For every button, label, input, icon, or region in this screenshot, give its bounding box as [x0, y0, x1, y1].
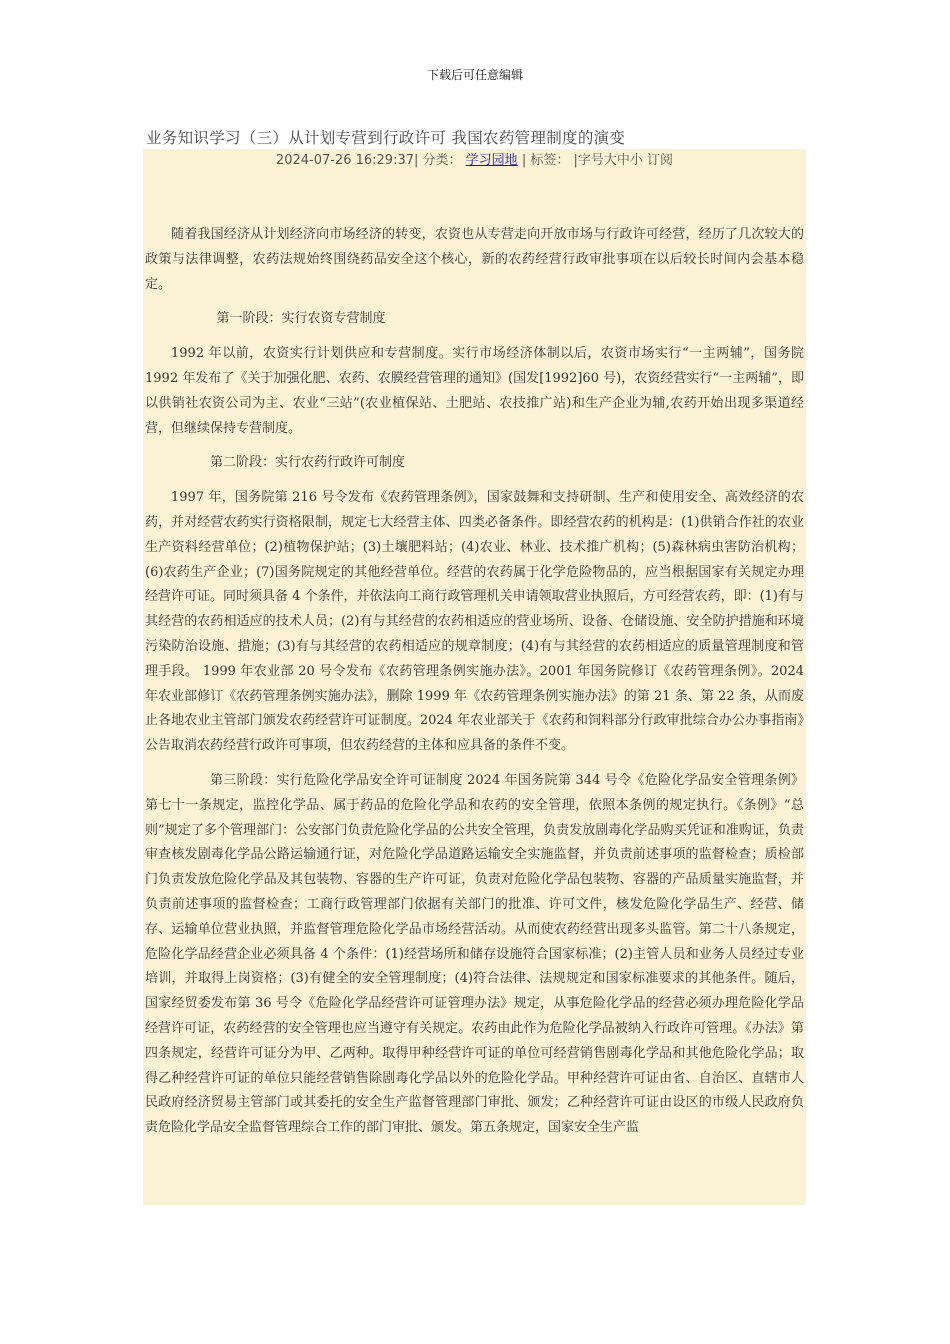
- stage-one-heading: 第一阶段：实行农资专营制度: [216, 311, 386, 327]
- font-size-control[interactable]: |字号大中小: [573, 153, 643, 168]
- intro-paragraph: 随着我国经济从计划经济向市场经济的转变，农资也从专营走向开放市场与行政许可经营，经历了几次较大的政策与法律调整，农药法规始终围绕药品安全这个核心，新的农药经营行政审批事项在以后较长时间内会基本稳定。: [145, 227, 804, 292]
- category-label: 分类：: [422, 153, 462, 168]
- subscribe-link[interactable]: 订阅: [647, 153, 674, 168]
- stage-two-heading: 第二阶段：实行农药行政许可制度: [210, 455, 406, 471]
- meta-separator: |: [521, 153, 527, 168]
- post-datetime: 2024-07-26 16:29:37|: [275, 153, 419, 168]
- article-title: 业务知识学习（三）从计划专营到行政许可 我国农药管理制度的演变: [146, 129, 626, 147]
- article-content: [143, 149, 806, 1205]
- article-meta: [143, 149, 806, 173]
- category-link[interactable]: 学习园地: [465, 153, 518, 168]
- page-header: 下载后可任意编辑: [426, 68, 523, 82]
- stage-two-paragraph: 1997 年，国务院第 216 号令发布《农药管理条例》，国家鼓舞和支持研制、生产和使用安全、高效经济的农药，并对经营农药实行资格限制，规定七大经营主体、四类必备条件。即经营农药的机构是：(1)供销合作社的农业生产资料经营单位；(2)植物保护站；(3)土壤肥料站；(4)农业、林业、技术推广机构；(5)森林病虫害防治机构；(6)农药生产企业；(7)国务院规定的其他经营单位。经营的农药属于化学危险物品的，应当根据国家有关规定办理经营许可证。同时须具备 4 个条件，并依法向工商行政管理机关申请领取营业执照后，方可经营农药，即：(1)有与其经营的农药相适应的技术人员；(2)有与其经营的农药相适应的营业场所、设备、仓储设施、安全防护措施和环境污染防治设施、措施；(3)有与其经营的农药相适应的规章制度；(4)有与其经营的农药相适应的质量管理制度和管理手段。 1999 年农业部 20 号令发布《农药管理条例实施办法》。2001 年国务院修订《农药管理条例》。2024 年农业部修订《农药管理条例实施办法》，删除 1999 年《农药管理条例实施办法》的第 21 条、第 22 条，从而废止各地农业主管部门颁发农药经营许可证制度。2024 年农业部关于《农药和饲料部分行政审批综合办公办事指南》公告取消农药经营行政许可事项，但农药经营的主体和应具备的条件不变。: [145, 490, 804, 754]
- stage-three-paragraph: 第三阶段：实行危险化学品安全许可证制度 2024 年国务院第 344 号令《危险化学品安全管理条例》第七十一条规定，监控化学品、属于药品的危险化学品和农药的安全管理，依照本条例的规定执行。《条例》“总则”规定了多个管理部门：公安部门负责危险化学品的公共安全管理，负责发放剧毒化学品购买凭证和准购证，负责审查核发剧毒化学品公路运输通行证，对危险化学品道路运输安全实施监督，并负责前述事项的监督检查；质检部门负责发放危险化学品及其包装物、容器的生产许可证，负责对危险化学品包装物、容器的产品质量实施监督，并负责前述事项的监督检查；工商行政管理部门依据有关部门的批准、许可文件，核发危险化学品生产、经营、储存、运输单位营业执照，并监督管理危险化学品市场经营活动。从而使农药经营出现多头监管。第二十八条规定，危险化学品经营企业必须具备 4 个条件：(1)经营场所和储存设施符合国家标准；(2)主管人员和业务人员经过专业培训，并取得上岗资格；(3)有健全的安全管理制度；(4)符合法律、法规规定和国家标准要求的其他条件。随后，国家经贸委发布第 36 号令《危险化学品经营许可证管理办法》规定，从事危险化学品的经营必须办理危险化学品经营许可证，农药经营的安全管理也应当遵守有关规定。农药由此作为危险化学品被纳入行政许可管理。《办法》第四条规定，经营许可证分为甲、乙两种。取得甲种经营许可证的单位可经营销售剧毒化学品和其他危险化学品；取得乙种经营许可证的单位只能经营销售除剧毒化学品以外的危险化学品。甲种经营许可证由省、自治区、直辖市人民政府经济贸易主管部门或其委托的安全生产监督管理部门审批、颁发；乙种经营许可证由设区的市级人民政府负责危险化学品安全监督管理综合工作的部门审批、颁发。第五条规定，国家安全生产监: [145, 772, 804, 1136]
- stage-one-paragraph: 1992 年以前，农资实行计划供应和专营制度。实行市场经济体制以后，农资市场实行“一主两辅”，国务院 1992 年发布了《关于加强化肥、农药、农膜经营管理的通知》(国发[1992]60 号)，农资经营实行“一主两辅”，即以供销社农资公司为主、农业“三站”(农业植保站、土肥站、农技推广站)和生产企业为辅,农药开始出现多渠道经营，但继续保持专营制度。: [145, 346, 804, 436]
- tags-label: 标签：: [530, 153, 570, 168]
- article-body: [143, 173, 806, 1141]
